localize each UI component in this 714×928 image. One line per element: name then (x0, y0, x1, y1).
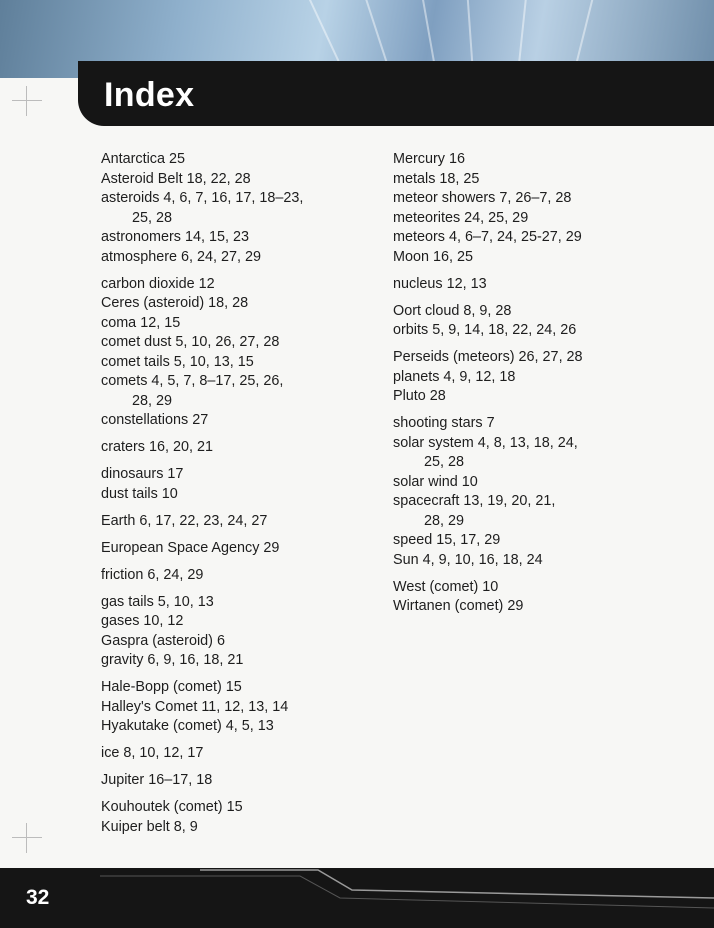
index-entry: comets 4, 5, 7, 8–17, 25, 26, (101, 373, 284, 389)
index-entry: solar system 4, 8, 13, 18, 24, (393, 434, 578, 451)
index-entry: Hyakutake (comet) 4, 5, 13 (101, 718, 274, 734)
index-entry: Pluto 28 (393, 388, 446, 404)
index-group (393, 578, 693, 617)
index-entry: comet dust 5, 10, 26, 27, 28 (101, 334, 280, 350)
index-group (393, 275, 693, 295)
index-entry: dinosaurs 17 (101, 466, 184, 482)
index-group (101, 438, 391, 458)
index-entry: nucleus 12, 13 (393, 275, 487, 292)
index-entry: astronomers 14, 15, 23 (101, 229, 249, 245)
index-entry: speed 15, 17, 29 (393, 532, 501, 548)
index-entry: friction 6, 24, 29 (101, 566, 204, 583)
index-entry: Earth 6, 17, 22, 23, 24, 27 (101, 512, 268, 529)
index-entry: Ceres (asteroid) 18, 28 (101, 295, 249, 311)
index-entry-continuation: 25, 28 (424, 454, 465, 470)
index-group (393, 348, 693, 407)
index-group (101, 771, 391, 791)
index-entry: carbon dioxide 12 (101, 275, 215, 292)
index-column-right (393, 150, 693, 624)
index-entry: Moon 16, 25 (393, 248, 474, 265)
index-entry: meteorites 24, 25, 29 (393, 209, 529, 226)
index-entry: coma 12, 15 (101, 314, 181, 331)
index-entry: Perseids (meteors) 26, 27, 28 (393, 349, 583, 365)
page-number: 32 (26, 886, 50, 909)
index-group (101, 539, 391, 559)
index-entry: Kuiper belt 8, 9 (101, 818, 198, 835)
index-entry: Halley's Comet 11, 12, 13, 14 (101, 698, 289, 715)
index-group (101, 566, 391, 586)
crop-mark-top (12, 86, 42, 116)
index-group (393, 414, 693, 570)
index-entry: Hale-Bopp (comet) 15 (101, 679, 242, 695)
index-entry: meteor showers 7, 26–7, 28 (393, 190, 572, 206)
index-group (101, 512, 391, 532)
index-entry: gas tails 5, 10, 13 (101, 593, 214, 610)
index-group (393, 302, 693, 341)
index-entry: atmosphere 6, 24, 27, 29 (101, 248, 262, 265)
index-entry: Oort cloud 8, 9, 28 (393, 302, 512, 319)
index-entry: Wirtanen (comet) 29 (393, 598, 524, 614)
index-column-left (101, 150, 391, 845)
index-entry: comet tails 5, 10, 13, 15 (101, 353, 254, 370)
index-entry: constellations 27 (101, 412, 209, 428)
index-group (101, 465, 391, 504)
index-entry: dust tails 10 (101, 485, 178, 502)
index-entry: Mercury 16 (393, 151, 465, 167)
index-entry: Kouhoutek (comet) 15 (101, 799, 243, 815)
crop-mark-bottom (12, 823, 42, 853)
index-entry: shooting stars 7 (393, 415, 495, 431)
index-group (101, 678, 391, 737)
index-entry: gases 10, 12 (101, 613, 184, 629)
index-entry: meteors 4, 6–7, 24, 25-27, 29 (393, 229, 582, 245)
index-entry-continuation: 25, 28 (132, 209, 173, 226)
index-entry: Antarctica 25 (101, 151, 185, 167)
index-group (101, 275, 391, 431)
index-entry-continuation: 28, 29 (132, 392, 173, 409)
index-entry: solar wind 10 (393, 473, 478, 490)
index-entry: European Space Agency 29 (101, 539, 280, 556)
index-entry: West (comet) 10 (393, 578, 499, 595)
index-group (101, 150, 391, 267)
index-entry: craters 16, 20, 21 (101, 439, 213, 455)
index-entry: spacecraft 13, 19, 20, 21, (393, 493, 556, 509)
index-entry: ice 8, 10, 12, 17 (101, 745, 204, 761)
index-entry: Jupiter 16–17, 18 (101, 772, 213, 788)
index-group (101, 798, 391, 837)
index-entry: orbits 5, 9, 14, 18, 22, 24, 26 (393, 322, 577, 338)
index-entry-continuation: 28, 29 (424, 512, 465, 529)
index-group (101, 593, 391, 671)
footer-accent-lines (0, 868, 714, 928)
index-entry: asteroids 4, 6, 7, 16, 17, 18–23, (101, 190, 304, 206)
index-entry: planets 4, 9, 12, 18 (393, 368, 516, 385)
index-group (393, 150, 693, 267)
index-entry: Gaspra (asteroid) 6 (101, 632, 225, 649)
index-group (101, 744, 391, 764)
index-entry: Sun 4, 9, 10, 16, 18, 24 (393, 551, 543, 568)
index-entry: metals 18, 25 (393, 170, 480, 187)
index-entry: gravity 6, 9, 16, 18, 21 (101, 652, 244, 668)
page-title: Index (104, 76, 195, 114)
index-entry: Asteroid Belt 18, 22, 28 (101, 170, 251, 187)
